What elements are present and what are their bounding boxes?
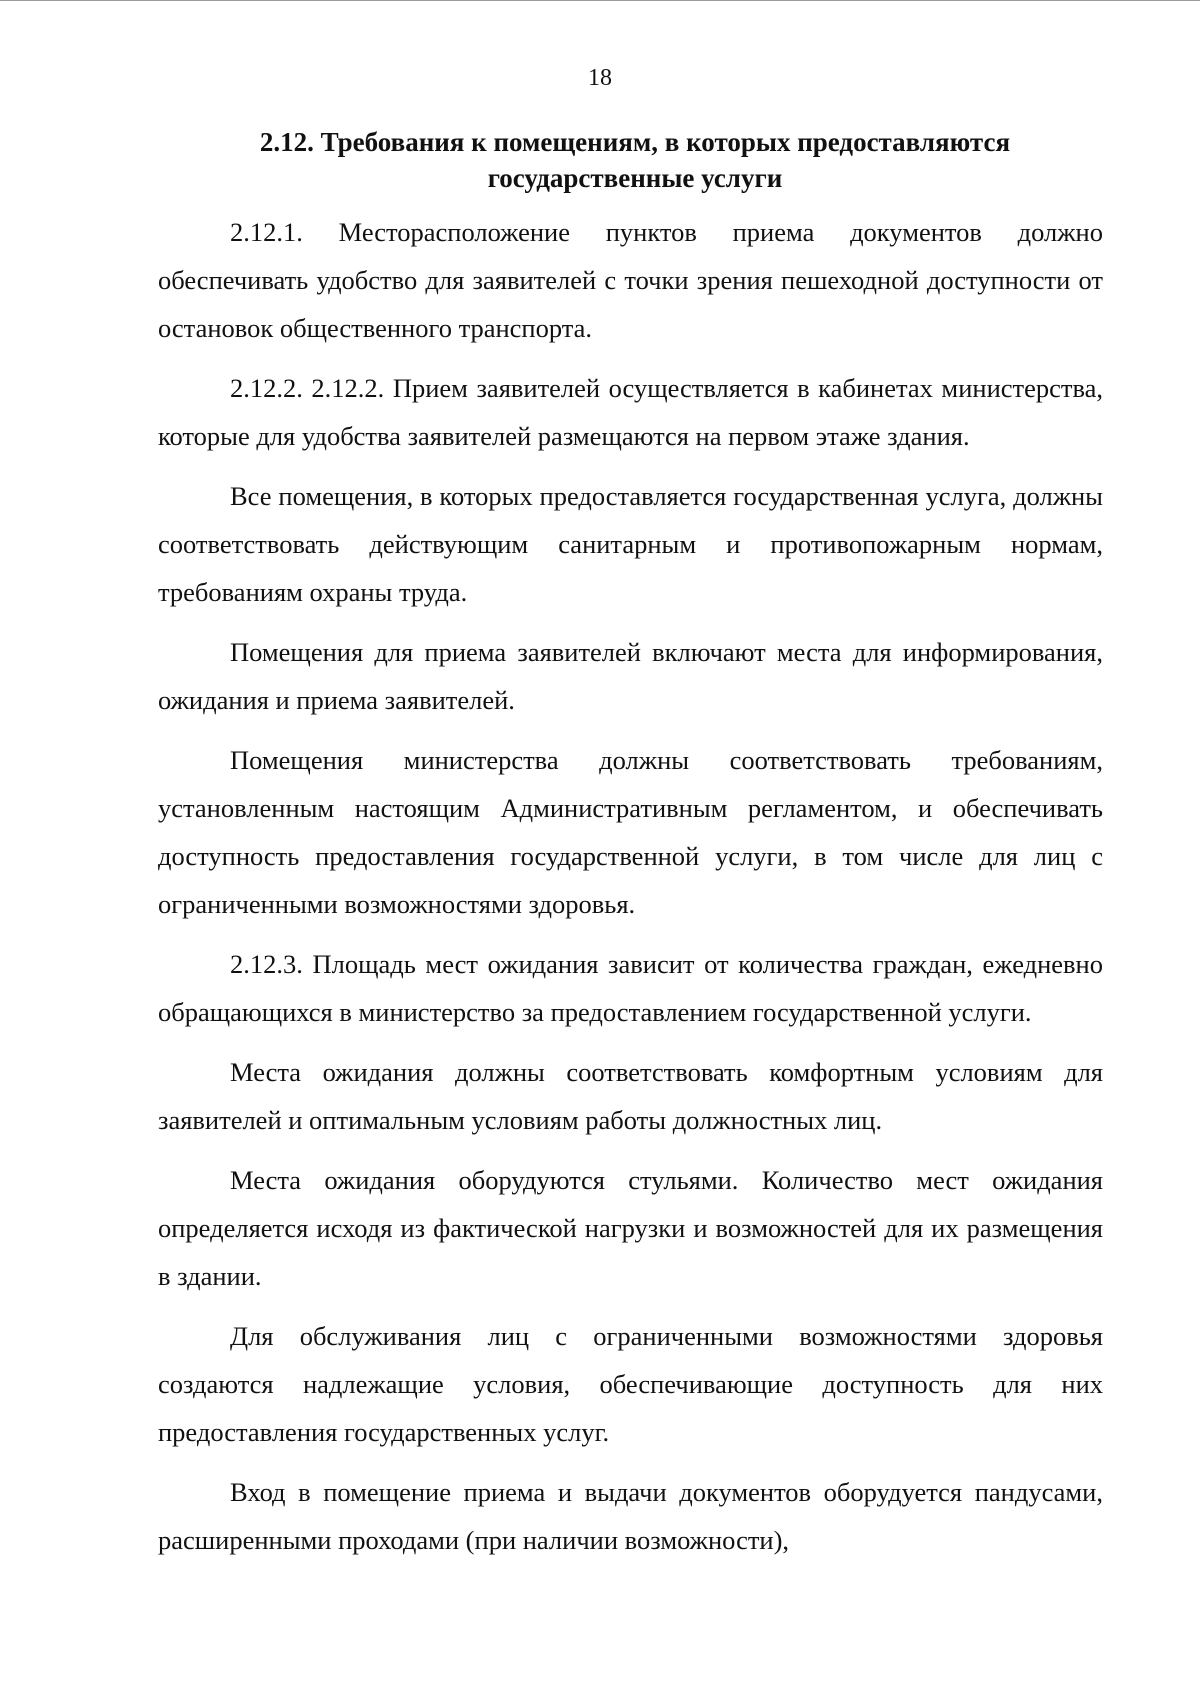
paragraph-2-12-3: 2.12.3. Площадь мест ожидания зависит от количества граждан, ежедневно обращающихся в министерство за предоставлением государственной услуги. [158,949,1103,1027]
section-heading-line-1: 2.12. Требования к помещениям, в которых предоставляются [259,127,1011,157]
section-heading-line-2: государственные услуги [487,163,783,193]
page-number: 18 [588,65,612,91]
section-heading [160,124,1110,196]
paragraph-ministry-premises: Помещения министерства должны соответствовать требованиям, установленным настоящим Административным регламентом, и обеспечивать доступность предоставления государственной услуги, в том числе для лиц с ограниченными возможностями здоровья. [158,745,1103,919]
paragraph-2-12-1: 2.12.1. Месторасположение пунктов приема документов должно обеспечивать удобство для заявителей с точки зрения пешеходной доступности от остановок общественного транспорта. [158,217,1103,343]
paragraph-waiting-chairs: Места ожидания оборудуются стульями. Количество мест ожидания определяется исходя из фактической нагрузки и возможностей для их размещения в здании. [158,1165,1103,1291]
scan-top-edge [0,0,1200,1]
paragraph-waiting-comfort: Места ожидания должны соответствовать комфортным условиям для заявителей и оптимальным условиям работы должностных лиц. [158,1057,1103,1135]
paragraph-premises-norms: Все помещения, в которых предоставляется государственная услуга, должны соответствовать действующим санитарным и противопожарным нормам, требованиям охраны труда. [158,481,1103,607]
paragraph-entrance: Вход в помещение приема и выдачи документов оборудуется пандусами, расширенными проходами (при наличии возможности), [158,1477,1103,1555]
paragraph-premises-places: Помещения для приема заявителей включают места для информирования, ожидания и приема заявителей. [158,637,1103,715]
document-body [158,208,1103,1564]
paragraph-2-12-2: 2.12.2. 2.12.2. Прием заявителей осуществляется в кабинетах министерства, которые для удобства заявителей размещаются на первом этаже здания. [158,373,1103,451]
paragraph-disabilities: Для обслуживания лиц с ограниченными возможностями здоровья создаются надлежащие условия, обеспечивающие доступность для них предоставления государственных услуг. [158,1321,1103,1447]
